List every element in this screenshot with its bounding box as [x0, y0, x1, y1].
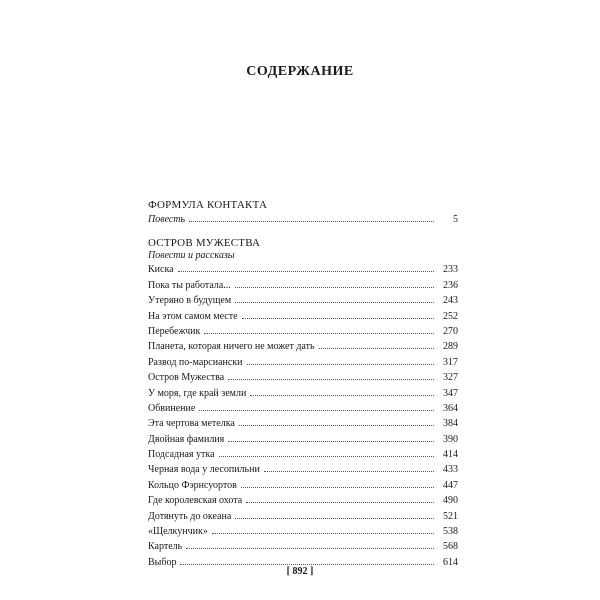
leader-dots: [228, 441, 434, 442]
toc-entry-page: 364: [443, 402, 458, 414]
table-of-contents: [148, 198, 458, 570]
toc-entry-label: Черная вода у лесопильни: [148, 464, 260, 476]
toc-entry-label: Киска: [148, 264, 174, 276]
toc-entry: [148, 432, 458, 447]
toc-entry-label: Подсадная утка: [148, 449, 215, 461]
leader-dots: [228, 379, 434, 380]
toc-entry-label: «Щелкунчик»: [148, 526, 208, 538]
toc-entry-page: 433: [443, 464, 458, 476]
toc-entry: [148, 447, 458, 462]
toc-entry: [148, 539, 458, 554]
toc-entry: [148, 278, 458, 293]
toc-entry-page: 447: [443, 479, 458, 491]
toc-entry-label: Пока ты работала...: [148, 279, 231, 291]
page-number: [ 892 ]: [286, 566, 314, 577]
toc-entry-label: Где королевская охота: [148, 495, 243, 507]
toc-entry: [148, 401, 458, 416]
leader-dots: [264, 471, 434, 472]
leader-dots: [242, 318, 434, 319]
toc-entry-page: 384: [443, 418, 458, 430]
toc-entry-page: 347: [443, 387, 458, 399]
toc-entry: [148, 355, 458, 370]
toc-entry-page: 289: [443, 341, 458, 353]
toc-entry-label: Перебежчик: [148, 325, 201, 337]
section-gap: [148, 227, 458, 236]
toc-entry-label: Эта чертова метелка: [148, 418, 235, 430]
toc-entry-page: 236: [443, 279, 458, 291]
leader-dots: [186, 548, 434, 549]
toc-entry-label: Утеряно в будущем: [148, 295, 232, 307]
leader-dots: [319, 348, 434, 349]
toc-entry-page: 614: [443, 556, 458, 568]
toc-entry-label: У моря, где край земли: [148, 387, 247, 399]
toc-entry-page: 233: [443, 264, 458, 276]
toc-entry-page: 243: [443, 295, 458, 307]
toc-entry: [148, 478, 458, 493]
toc-entry-label: Двойная фамилия: [148, 433, 225, 445]
page-title: СОДЕРЖАНИЕ: [246, 64, 354, 79]
toc-entry: [148, 212, 458, 227]
toc-entry-label: На этом самом месте: [148, 310, 238, 322]
toc-entry-page: 538: [443, 526, 458, 538]
leader-dots: [241, 487, 434, 488]
leader-dots: [235, 302, 434, 303]
leader-dots: [178, 271, 434, 272]
leader-dots: [180, 564, 434, 565]
toc-entry-page: 490: [443, 495, 458, 507]
leader-dots: [247, 364, 434, 365]
toc-entry-label: Картель: [148, 541, 183, 553]
toc-entry-page: 390: [443, 433, 458, 445]
toc-entry: [148, 309, 458, 324]
leader-dots: [235, 518, 434, 519]
toc-entry: [148, 462, 458, 477]
toc-entry: [148, 509, 458, 524]
toc-entry-page: 5: [453, 214, 458, 225]
toc-entry: [148, 524, 458, 539]
toc-entry-page: 327: [443, 372, 458, 384]
toc-entry-label: Остров Мужества: [148, 372, 225, 384]
toc-entry-label: Повесть: [148, 214, 186, 225]
leader-dots: [250, 395, 434, 396]
toc-entry-page: 414: [443, 449, 458, 461]
leader-dots: [246, 502, 434, 503]
toc-entry-label: Кольцо Фэрнсуортов: [148, 479, 237, 491]
toc-entries-list: [148, 262, 458, 570]
section-subtitle: Повести и рассказы: [148, 250, 235, 262]
toc-entry-page: 521: [443, 510, 458, 522]
toc-entry-label: Выбор: [148, 556, 177, 568]
toc-entry-label: Планета, которая ничего не может дать: [148, 341, 315, 353]
section-title-formula: ФОРМУЛА КОНТАКТА: [148, 199, 268, 211]
toc-entry: [148, 416, 458, 431]
toc-entry-page: 317: [443, 356, 458, 368]
toc-entry: [148, 262, 458, 277]
toc-entry-label: Развод по-марсиански: [148, 356, 243, 368]
leader-dots: [204, 333, 434, 334]
toc-entry-label: Обвинение: [148, 402, 196, 414]
toc-entry-page: 568: [443, 541, 458, 553]
toc-entry: [148, 386, 458, 401]
toc-entry: [148, 293, 458, 308]
toc-entry-page: 270: [443, 325, 458, 337]
toc-entry-label: Дотянуть до океана: [148, 510, 232, 522]
toc-entry: [148, 324, 458, 339]
leader-dots: [199, 410, 434, 411]
toc-entry: [148, 370, 458, 385]
toc-entry: [148, 339, 458, 354]
leader-dots: [189, 221, 434, 222]
leader-dots: [219, 456, 434, 457]
leader-dots: [239, 425, 434, 426]
leader-dots: [235, 287, 434, 288]
toc-entry-page: 252: [443, 310, 458, 322]
leader-dots: [212, 533, 434, 534]
section-title-island: ОСТРОВ МУЖЕСТВА: [148, 237, 261, 250]
toc-entry: [148, 493, 458, 508]
